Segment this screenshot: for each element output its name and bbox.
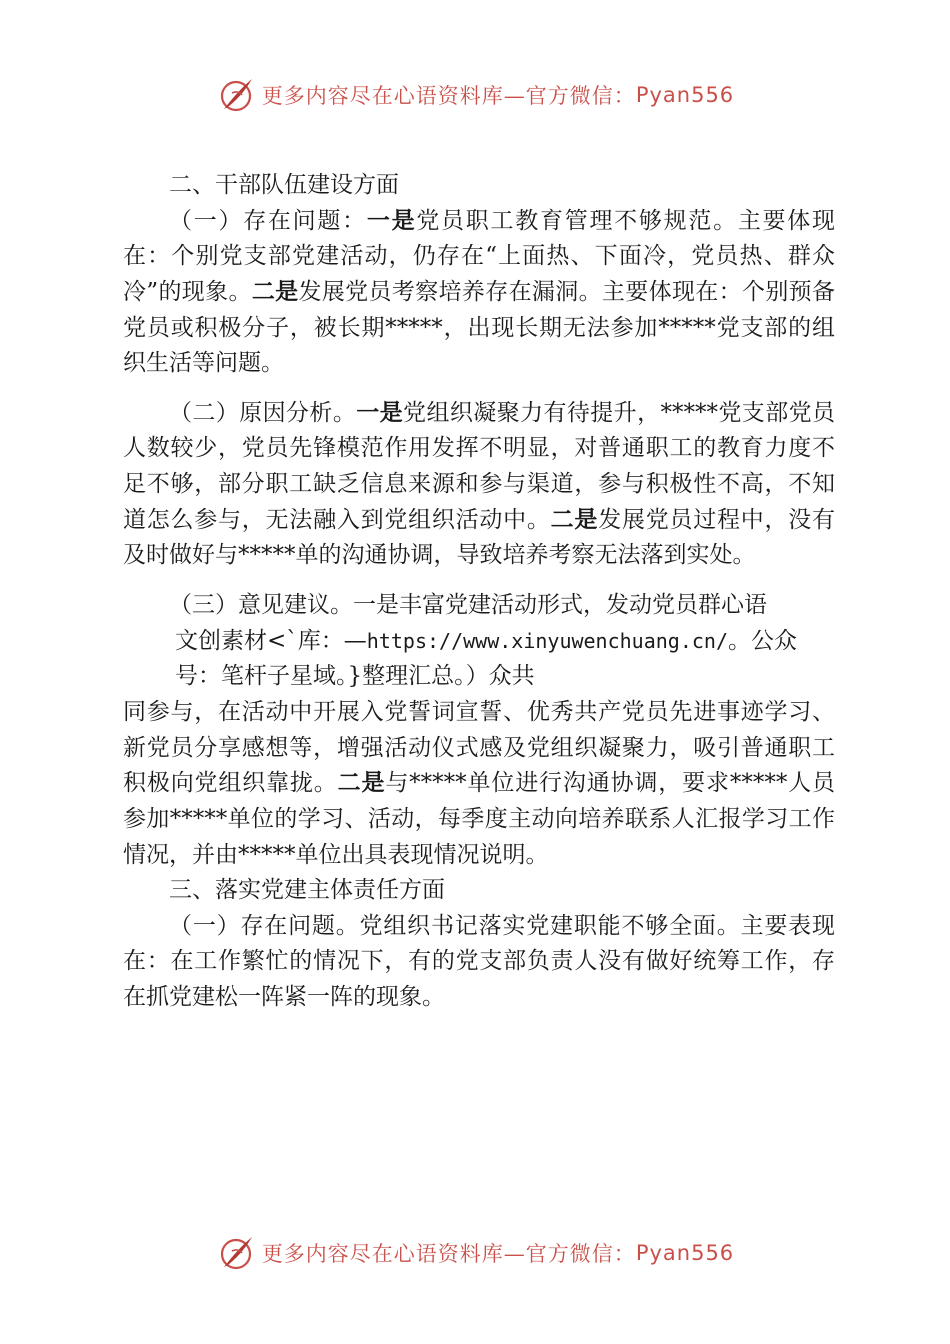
watermark-text: 文创素材<`库：— [175,627,367,654]
section-2-heading: 二、干部队伍建设方面 [169,172,399,198]
body-text: 同参与，在活动中开展入党誓词宣誓、优秀共产党员先进事迹学习、新党员分享感想等，增强活动仪式感及党组织凝聚力，吸引普通职工积极向党组织靠拢。 [123,698,835,797]
body-text: 发展党员考察培养存在漏洞。主要体现在：个别预备党员或积极分子，被长期*****，出现长期无法参加*****党支部的组织生活等问题。 [123,278,836,377]
watermark-url: https://www.xinyuwenchuang.cn/ [366,628,729,653]
label-second: 二是 [337,770,386,797]
section-2-causes-paragraph [123,396,835,574]
watermark-line-1 [175,624,835,660]
footer-banner-text: 更多内容尽在心语资料库—官方微信： [261,1242,636,1266]
header-banner-handle: Pyan556 [635,83,735,107]
footer-banner-handle: Pyan556 [635,1241,735,1265]
label-second: 二是 [251,278,299,305]
body-text: 党员职工教育管理不够规范。主要体现在：个别党支部党建活动，仍存在“上面热、下面冷，党员热、群众冷”的现象。 [123,207,836,305]
section-2-suggestions-line: （三）意见建议。一是丰富党建活动形式，发动党员群心语 [169,592,767,619]
body-text: 与*****单位进行沟通协调，要求*****人员参加*****单位的学习、活动，每季度主动向培养联系人汇报学习工作情况，并由*****单位出具表现情况说明。 [123,770,836,868]
label-second: 二是 [550,506,599,533]
footer-banner [0,1228,950,1278]
watermark-text: 。公众 [728,627,798,654]
quill-logo-icon [216,1233,256,1273]
body-text: 党组织凝聚力有待提升，*****党支部党员人数较少，党员先锋模范作用发挥不明显，对普通职工的教育力度不足不够，部分职工缺乏信息来源和参与渠道，参与积极性不高，不知道怎么参与，无法融入到党组织活动中。 [123,399,836,533]
label-first: 一是 [356,399,404,426]
label-first: 一是 [366,207,417,234]
lead-text: （一）存在问题： [169,207,367,234]
inline-watermark [123,624,835,695]
section-2-suggestions-paragraph [123,695,835,873]
watermark-line-2: 号：笔杆子星域。}整理汇总。）众共 [175,663,535,690]
document-body [123,168,835,1016]
section-2-problems-paragraph [123,204,835,382]
quill-logo-icon [216,75,256,115]
section-3-heading: 三、落实党建主体责任方面 [169,877,445,904]
section-3-problems-paragraph: （一）存在问题。党组织书记落实党建职能不够全面。主要表现在：在工作繁忙的情况下，有的党支部负责人没有做好统筹工作，存在抓党建松一阵紧一阵的现象。 [123,912,835,1011]
lead-text: （二）原因分析。 [169,399,357,426]
body-text: 发展党员过程中，没有及时做好与*****单的沟通协调，导致培养考察无法落到实处。 [123,506,836,569]
header-banner-text: 更多内容尽在心语资料库—官方微信： [261,84,636,108]
header-banner [0,70,950,120]
